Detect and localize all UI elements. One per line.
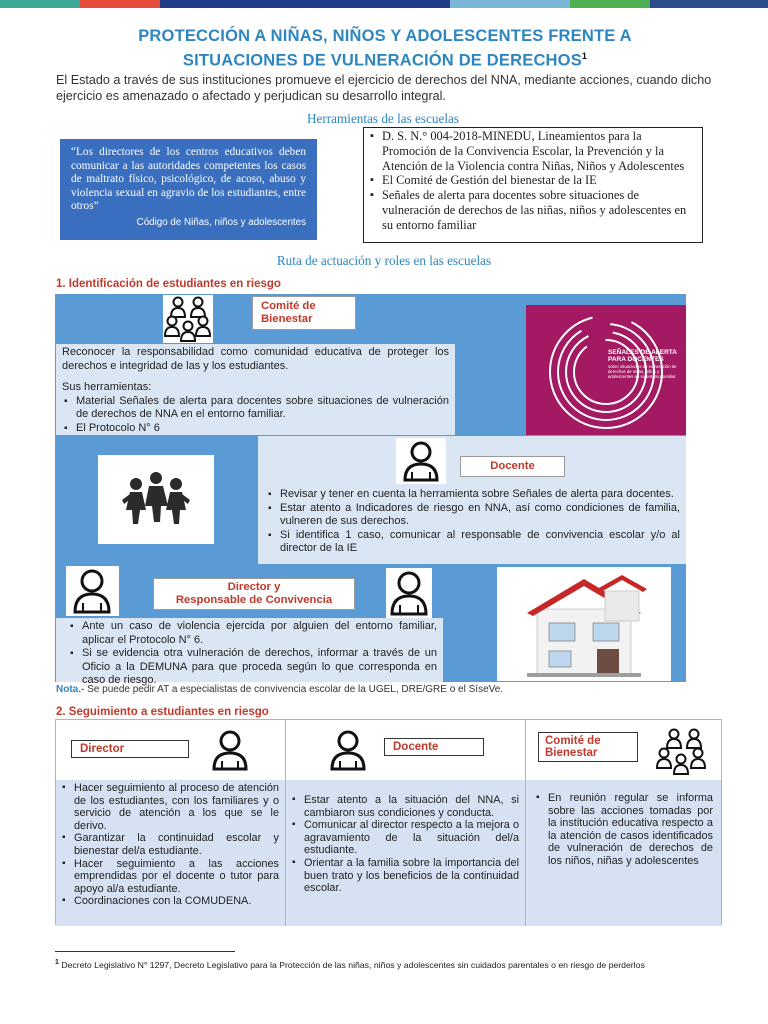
followup-director-column [56,720,286,926]
followup-table [55,719,722,925]
director-list-item: ▪ Ante un caso de violencia ejercida por alguien del entorno familiar, aplicar el Protocolo N° 6. [68,620,437,647]
footnote-marker: 1 [55,959,59,966]
director-list [56,618,443,687]
comite-description [56,344,455,435]
comite-tool-item: ▪ El Protocolo N° 6 [62,422,449,436]
tools-list [363,127,703,243]
followup-docente-column [286,720,526,926]
tools-list-item: ▪ El Comité de Gestión del bienestar de la IE [370,173,696,188]
followup-director-item: ▪ Hacer seguimiento al proceso de atención de los estudiantes, con los familiares y o servicio de atención a los que se le derivo. [62,782,279,832]
followup-docente-item: ▪ Estar atento a la situación del NNA, si cambiaron sus condiciones y conducta. [292,794,519,819]
followup-director-item: ▪ Hacer seguimiento a las acciones emprendidas por el docente o tutor para apoyo al/a estudiante. [62,858,279,896]
children-image [98,455,214,544]
docente-list-item: ▪ Si identifica 1 caso, comunicar al responsable de convivencia escolar y/o al director de la IE [266,529,680,556]
docente-list-item: ▪ Revisar y tener en cuenta la herramienta sobre Señales de alerta para docentes. [266,488,680,502]
note-text: Se puede pedir AT a especialistas de convivencia escolar de la UGEL, DRE/GRE o el SíseVe. [84,684,504,695]
house-image [497,567,671,681]
intro-paragraph: El Estado a través de sus instituciones promueve el ejercicio de derechos del NNA, mediante acciones, cuando dicho ejercicio es amenazado o afectado y perjudican su desarrollo integral. [56,73,712,103]
comite-tools-list [62,395,449,436]
comite-tool-item: ▪ Material Señales de alerta para docentes sobre situaciones de vulneración de derechos de NNA en el entorno familiar. [62,395,449,422]
followup-comite-header [526,720,721,780]
senales-alerta-book-cover [526,305,686,435]
person-icon [326,728,370,772]
section1-heading: 1. Identificación de estudiantes en riesgo [56,278,281,290]
followup-comite-label-line-2: Bienestar [545,747,598,759]
quote-text: “Los directores de los centros educativos deben comunicar a las autoridades competentes los casos de maltrato físico, psicológico, de acoso, abuso y violencia sexual en agravio de los estudiantes, entre otros” [71,146,306,213]
quote-source: Código de Niñas, niños y adolescentes [136,216,306,228]
comite-intro: Reconocer la responsabilidad como comunidad educativa de proteger los derechos e integridad de las y los estudiantes. [62,346,449,372]
followup-director-list [56,780,285,926]
tools-heading: Herramientas de las escuelas [307,111,459,126]
followup-director-label-text: Director [80,743,125,755]
house-icon [497,567,671,681]
person-icon [386,568,432,618]
book-title [608,349,678,379]
followup-director-header [56,720,285,780]
director-label-line-2: Responsable de Convivencia [175,594,333,606]
footnote-divider [55,951,235,952]
section2-heading: 2. Seguimiento a estudiantes en riesgo [56,706,269,718]
children-playing-icon [116,470,196,530]
docente-label [460,456,565,477]
docente-list [258,486,686,564]
director-label [153,578,355,610]
followup-comite-column [526,720,721,926]
title-line-2 [40,46,730,71]
person-icon [66,566,119,616]
note-label: Nota.- [56,684,85,695]
tools-list-item: ▪ Señales de alerta para docentes sobre situaciones de vulneración de derechos de las niñas, niños y adolescentes en su entorno familiar [370,188,696,232]
person-icon [208,728,252,772]
book-title-line-1: SEÑALES DE ALERTA [608,349,677,356]
comite-tools-label: Sus herramientas: [62,381,152,394]
title-footnote-marker: 1 [581,51,588,61]
title-line-2-text: SITUACIONES DE VULNERACIÓN DE DERECHOS [182,51,582,70]
director-label-line-1: Director y [227,581,281,593]
followup-docente-header [286,720,525,780]
followup-comite-item: ▪ En reunión regular se informa sobre las acciones tomadas por la institución educativa respecto a la atención de casos identificados de vulneración de derechos de los niños, niñas y adolescentes [536,792,713,868]
followup-director-item: ▪ Coordinaciones con la COMUDENA. [62,895,279,908]
comite-label-text: Comité de Bienestar [261,300,316,325]
footnote [55,957,715,971]
followup-comite-label-line-1: Comité de [545,735,601,747]
docente-list-item: ▪ Estar atento a Indicadores de riesgo en NNA, así como condiciones de familia, vulneren de sus derechos. [266,502,680,529]
route-heading: Ruta de actuación y roles en las escuelas [276,253,492,268]
followup-director-label [71,740,189,758]
followup-comite-label [538,732,638,762]
followup-docente-list [286,780,525,926]
footnote-text: Decreto Legislativo N° 1297, Decreto Legislativo para la Protección de las niñas, niños y adolescentes sin cuidados parentales o en riesgo de perderlos [58,959,645,970]
followup-docente-item: ▪ Comunicar al director respecto a la mejora o agravamiento de la situación del/a estudiante. [292,819,519,857]
book-subtitle: sobre situaciones de vulneración de derechos de niñas, niños y adolescentes en su entorno familiar [608,364,677,379]
docente-label-text: Docente [490,460,535,472]
comite-label [252,296,356,330]
title-line-1: PROTECCIÓN A NIÑAS, NIÑOS Y ADOLESCENTES FRENTE A [138,27,632,45]
followup-docente-label-text: Docente [393,741,439,753]
followup-director-item: ▪ Garantizar la continuidad escolar y bienestar del/a estudiante. [62,832,279,857]
page-title [40,26,730,71]
followup-docente-item: ▪ Orientar a la familia sobre la importancia del buen trato y los beneficios de la continuidad escolar. [292,857,519,895]
top-color-bar [0,0,768,8]
followup-docente-label [384,738,484,756]
book-title-line-2: PARA DOCENTES [608,356,664,363]
followup-comite-list [526,780,721,926]
director-list-item: ▪ Si se evidencia otra vulneración de derechos, informar a través de un Oficio a la DEMUNA para que proceda según lo que corresponda en caso de riesgo. [68,647,437,688]
note [56,684,503,695]
group-people-icon [656,726,706,778]
quote-box [60,139,317,240]
person-icon [396,438,446,484]
group-people-icon [163,295,213,343]
tools-list-item: ▪ D. S. N.° 004-2018-MINEDU, Lineamientos para la Promoción de la Convivencia Escolar, la Prevención y la Atención de la Violencia contra Niñas, Niños y Adolescentes [370,129,696,173]
